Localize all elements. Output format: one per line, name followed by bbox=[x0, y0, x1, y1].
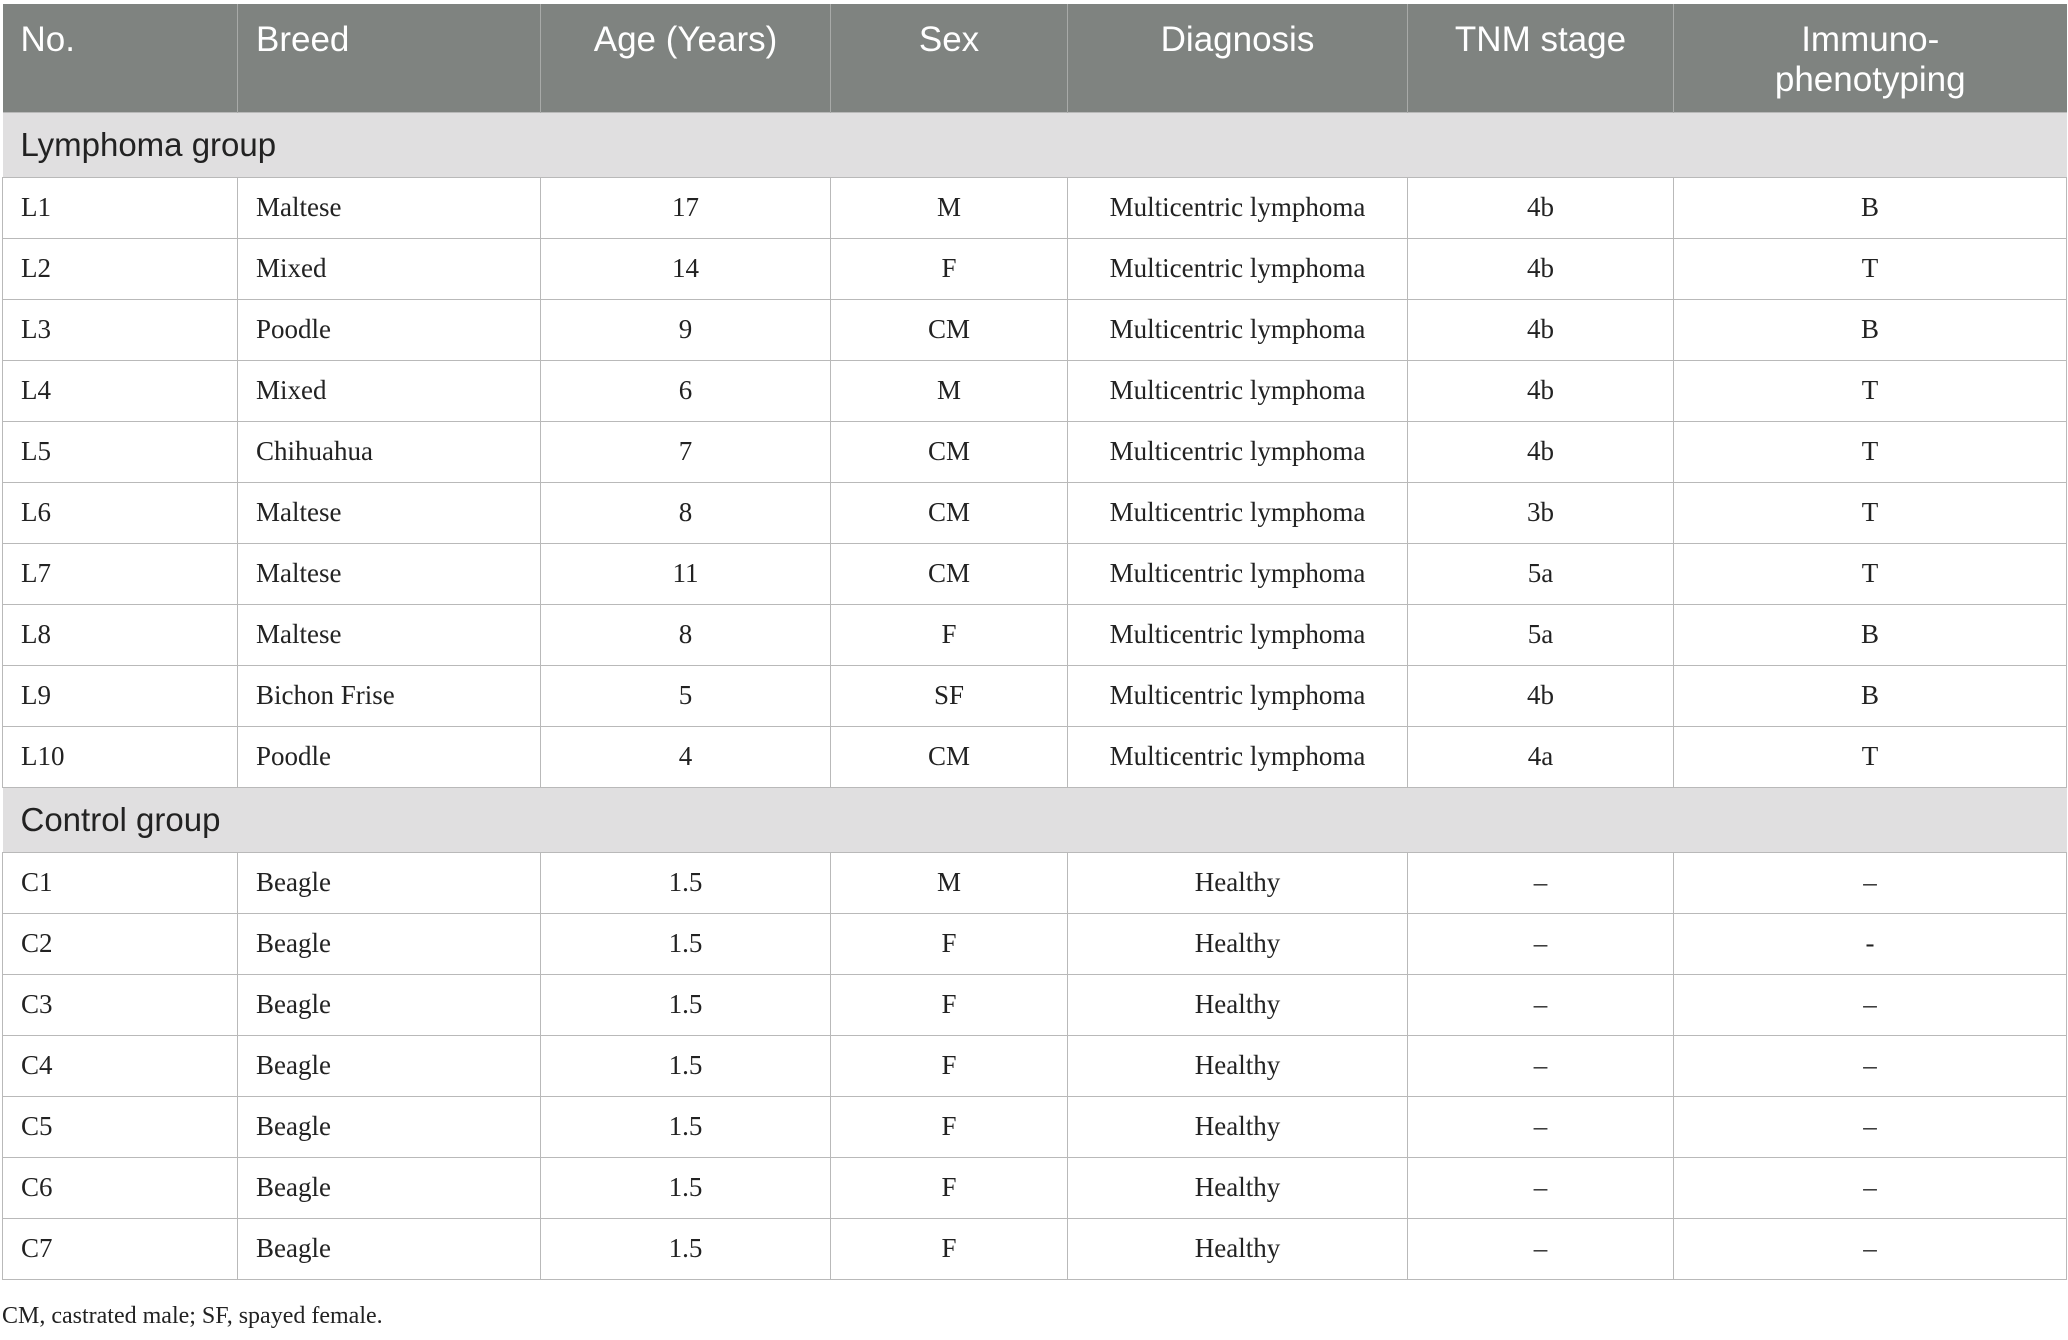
cell-diagnosis: Healthy bbox=[1068, 1218, 1408, 1279]
cell-immunophenotyping: T bbox=[1674, 360, 2067, 421]
cell-diagnosis: Multicentric lymphoma bbox=[1068, 177, 1408, 238]
table-body bbox=[3, 112, 2067, 1279]
header-tnm-stage: TNM stage bbox=[1408, 4, 1674, 112]
header-sex: Sex bbox=[831, 4, 1068, 112]
cell-no: C7 bbox=[3, 1218, 238, 1279]
cell-age: 1.5 bbox=[541, 913, 831, 974]
table-row bbox=[3, 726, 2067, 787]
cell-sex: F bbox=[831, 1035, 1068, 1096]
cell-diagnosis: Healthy bbox=[1068, 1035, 1408, 1096]
cell-diagnosis: Healthy bbox=[1068, 1096, 1408, 1157]
cell-immunophenotyping: B bbox=[1674, 177, 2067, 238]
cell-diagnosis: Multicentric lymphoma bbox=[1068, 238, 1408, 299]
cell-diagnosis: Healthy bbox=[1068, 1157, 1408, 1218]
cell-tnm-stage: 4b bbox=[1408, 177, 1674, 238]
cell-no: L5 bbox=[3, 421, 238, 482]
cell-age: 1.5 bbox=[541, 852, 831, 913]
cell-tnm-stage: – bbox=[1408, 1096, 1674, 1157]
cell-sex: F bbox=[831, 974, 1068, 1035]
cell-age: 1.5 bbox=[541, 1096, 831, 1157]
cell-breed: Maltese bbox=[238, 543, 541, 604]
cell-sex: F bbox=[831, 1096, 1068, 1157]
cell-immunophenotyping: – bbox=[1674, 1035, 2067, 1096]
cell-tnm-stage: 4a bbox=[1408, 726, 1674, 787]
table-row bbox=[3, 1035, 2067, 1096]
cell-age: 1.5 bbox=[541, 1035, 831, 1096]
table-row bbox=[3, 1218, 2067, 1279]
group-header-row bbox=[3, 787, 2067, 852]
cell-sex: CM bbox=[831, 726, 1068, 787]
cell-breed: Maltese bbox=[238, 177, 541, 238]
cell-immunophenotyping: – bbox=[1674, 1157, 2067, 1218]
cell-tnm-stage: 4b bbox=[1408, 238, 1674, 299]
cell-immunophenotyping: B bbox=[1674, 665, 2067, 726]
cell-breed: Beagle bbox=[238, 1218, 541, 1279]
cell-tnm-stage: 3b bbox=[1408, 482, 1674, 543]
cell-tnm-stage: 5a bbox=[1408, 543, 1674, 604]
table-row bbox=[3, 852, 2067, 913]
table-row bbox=[3, 1157, 2067, 1218]
cell-immunophenotyping: - bbox=[1674, 913, 2067, 974]
cell-diagnosis: Multicentric lymphoma bbox=[1068, 299, 1408, 360]
data-table-container bbox=[2, 4, 2066, 1280]
header-immuno-line2: phenotyping bbox=[1774, 60, 1966, 99]
cell-no: L9 bbox=[3, 665, 238, 726]
data-table bbox=[2, 4, 2067, 1280]
cell-age: 4 bbox=[541, 726, 831, 787]
table-row bbox=[3, 421, 2067, 482]
cell-tnm-stage: – bbox=[1408, 1035, 1674, 1096]
table-row bbox=[3, 360, 2067, 421]
cell-tnm-stage: – bbox=[1408, 1218, 1674, 1279]
cell-diagnosis: Multicentric lymphoma bbox=[1068, 726, 1408, 787]
cell-breed: Poodle bbox=[238, 726, 541, 787]
cell-no: C3 bbox=[3, 974, 238, 1035]
cell-breed: Poodle bbox=[238, 299, 541, 360]
cell-sex: M bbox=[831, 360, 1068, 421]
cell-sex: SF bbox=[831, 665, 1068, 726]
table-row bbox=[3, 177, 2067, 238]
header-immuno-line1: Immuno- bbox=[1801, 20, 1940, 59]
cell-diagnosis: Multicentric lymphoma bbox=[1068, 360, 1408, 421]
cell-age: 11 bbox=[541, 543, 831, 604]
cell-age: 1.5 bbox=[541, 974, 831, 1035]
cell-breed: Bichon Frise bbox=[238, 665, 541, 726]
table-row bbox=[3, 238, 2067, 299]
cell-breed: Beagle bbox=[238, 1096, 541, 1157]
cell-no: C5 bbox=[3, 1096, 238, 1157]
cell-age: 8 bbox=[541, 482, 831, 543]
cell-tnm-stage: – bbox=[1408, 852, 1674, 913]
table-row bbox=[3, 913, 2067, 974]
cell-age: 14 bbox=[541, 238, 831, 299]
cell-diagnosis: Healthy bbox=[1068, 852, 1408, 913]
header-diagnosis: Diagnosis bbox=[1068, 4, 1408, 112]
cell-age: 7 bbox=[541, 421, 831, 482]
cell-age: 17 bbox=[541, 177, 831, 238]
group-label: Control group bbox=[3, 787, 2067, 852]
cell-tnm-stage: – bbox=[1408, 913, 1674, 974]
cell-sex: F bbox=[831, 1157, 1068, 1218]
table-row bbox=[3, 974, 2067, 1035]
cell-age: 6 bbox=[541, 360, 831, 421]
cell-no: L10 bbox=[3, 726, 238, 787]
cell-no: L3 bbox=[3, 299, 238, 360]
cell-breed: Maltese bbox=[238, 604, 541, 665]
cell-diagnosis: Multicentric lymphoma bbox=[1068, 604, 1408, 665]
table-row bbox=[3, 482, 2067, 543]
cell-tnm-stage: 4b bbox=[1408, 665, 1674, 726]
header-age: Age (Years) bbox=[541, 4, 831, 112]
cell-sex: M bbox=[831, 177, 1068, 238]
cell-diagnosis: Healthy bbox=[1068, 974, 1408, 1035]
cell-no: L8 bbox=[3, 604, 238, 665]
header-row bbox=[3, 4, 2067, 112]
cell-breed: Beagle bbox=[238, 1035, 541, 1096]
cell-sex: CM bbox=[831, 421, 1068, 482]
cell-tnm-stage: 4b bbox=[1408, 360, 1674, 421]
cell-age: 5 bbox=[541, 665, 831, 726]
table-row bbox=[3, 665, 2067, 726]
cell-sex: CM bbox=[831, 543, 1068, 604]
cell-immunophenotyping: T bbox=[1674, 421, 2067, 482]
cell-age: 1.5 bbox=[541, 1157, 831, 1218]
cell-breed: Beagle bbox=[238, 913, 541, 974]
cell-breed: Beagle bbox=[238, 852, 541, 913]
cell-tnm-stage: 4b bbox=[1408, 299, 1674, 360]
cell-sex: M bbox=[831, 852, 1068, 913]
cell-immunophenotyping: T bbox=[1674, 482, 2067, 543]
cell-immunophenotyping: T bbox=[1674, 543, 2067, 604]
cell-immunophenotyping: B bbox=[1674, 604, 2067, 665]
cell-no: L7 bbox=[3, 543, 238, 604]
cell-diagnosis: Multicentric lymphoma bbox=[1068, 482, 1408, 543]
table-row bbox=[3, 543, 2067, 604]
cell-sex: F bbox=[831, 604, 1068, 665]
cell-immunophenotyping: – bbox=[1674, 1218, 2067, 1279]
cell-immunophenotyping: T bbox=[1674, 726, 2067, 787]
cell-age: 1.5 bbox=[541, 1218, 831, 1279]
cell-sex: F bbox=[831, 238, 1068, 299]
cell-tnm-stage: 4b bbox=[1408, 421, 1674, 482]
header-immunophenotyping bbox=[1674, 4, 2067, 112]
cell-breed: Beagle bbox=[238, 974, 541, 1035]
cell-immunophenotyping: – bbox=[1674, 1096, 2067, 1157]
cell-no: L1 bbox=[3, 177, 238, 238]
cell-immunophenotyping: – bbox=[1674, 974, 2067, 1035]
cell-sex: F bbox=[831, 913, 1068, 974]
cell-tnm-stage: 5a bbox=[1408, 604, 1674, 665]
header-breed: Breed bbox=[238, 4, 541, 112]
cell-immunophenotyping: B bbox=[1674, 299, 2067, 360]
cell-breed: Chihuahua bbox=[238, 421, 541, 482]
cell-age: 8 bbox=[541, 604, 831, 665]
table-footnote: CM, castrated male; SF, spayed female. bbox=[2, 1303, 383, 1329]
table-header bbox=[3, 4, 2067, 112]
cell-no: C2 bbox=[3, 913, 238, 974]
cell-immunophenotyping: – bbox=[1674, 852, 2067, 913]
table-row bbox=[3, 604, 2067, 665]
cell-no: C1 bbox=[3, 852, 238, 913]
cell-age: 9 bbox=[541, 299, 831, 360]
header-no: No. bbox=[3, 4, 238, 112]
table-row bbox=[3, 1096, 2067, 1157]
table-row bbox=[3, 299, 2067, 360]
cell-tnm-stage: – bbox=[1408, 1157, 1674, 1218]
cell-breed: Mixed bbox=[238, 238, 541, 299]
cell-sex: CM bbox=[831, 299, 1068, 360]
cell-sex: CM bbox=[831, 482, 1068, 543]
cell-immunophenotyping: T bbox=[1674, 238, 2067, 299]
cell-no: L4 bbox=[3, 360, 238, 421]
cell-breed: Beagle bbox=[238, 1157, 541, 1218]
cell-diagnosis: Multicentric lymphoma bbox=[1068, 421, 1408, 482]
cell-diagnosis: Healthy bbox=[1068, 913, 1408, 974]
group-header-row bbox=[3, 112, 2067, 177]
cell-sex: F bbox=[831, 1218, 1068, 1279]
cell-no: L2 bbox=[3, 238, 238, 299]
cell-diagnosis: Multicentric lymphoma bbox=[1068, 543, 1408, 604]
cell-no: C6 bbox=[3, 1157, 238, 1218]
group-label: Lymphoma group bbox=[3, 112, 2067, 177]
cell-no: C4 bbox=[3, 1035, 238, 1096]
cell-breed: Mixed bbox=[238, 360, 541, 421]
cell-tnm-stage: – bbox=[1408, 974, 1674, 1035]
cell-breed: Maltese bbox=[238, 482, 541, 543]
cell-diagnosis: Multicentric lymphoma bbox=[1068, 665, 1408, 726]
cell-no: L6 bbox=[3, 482, 238, 543]
